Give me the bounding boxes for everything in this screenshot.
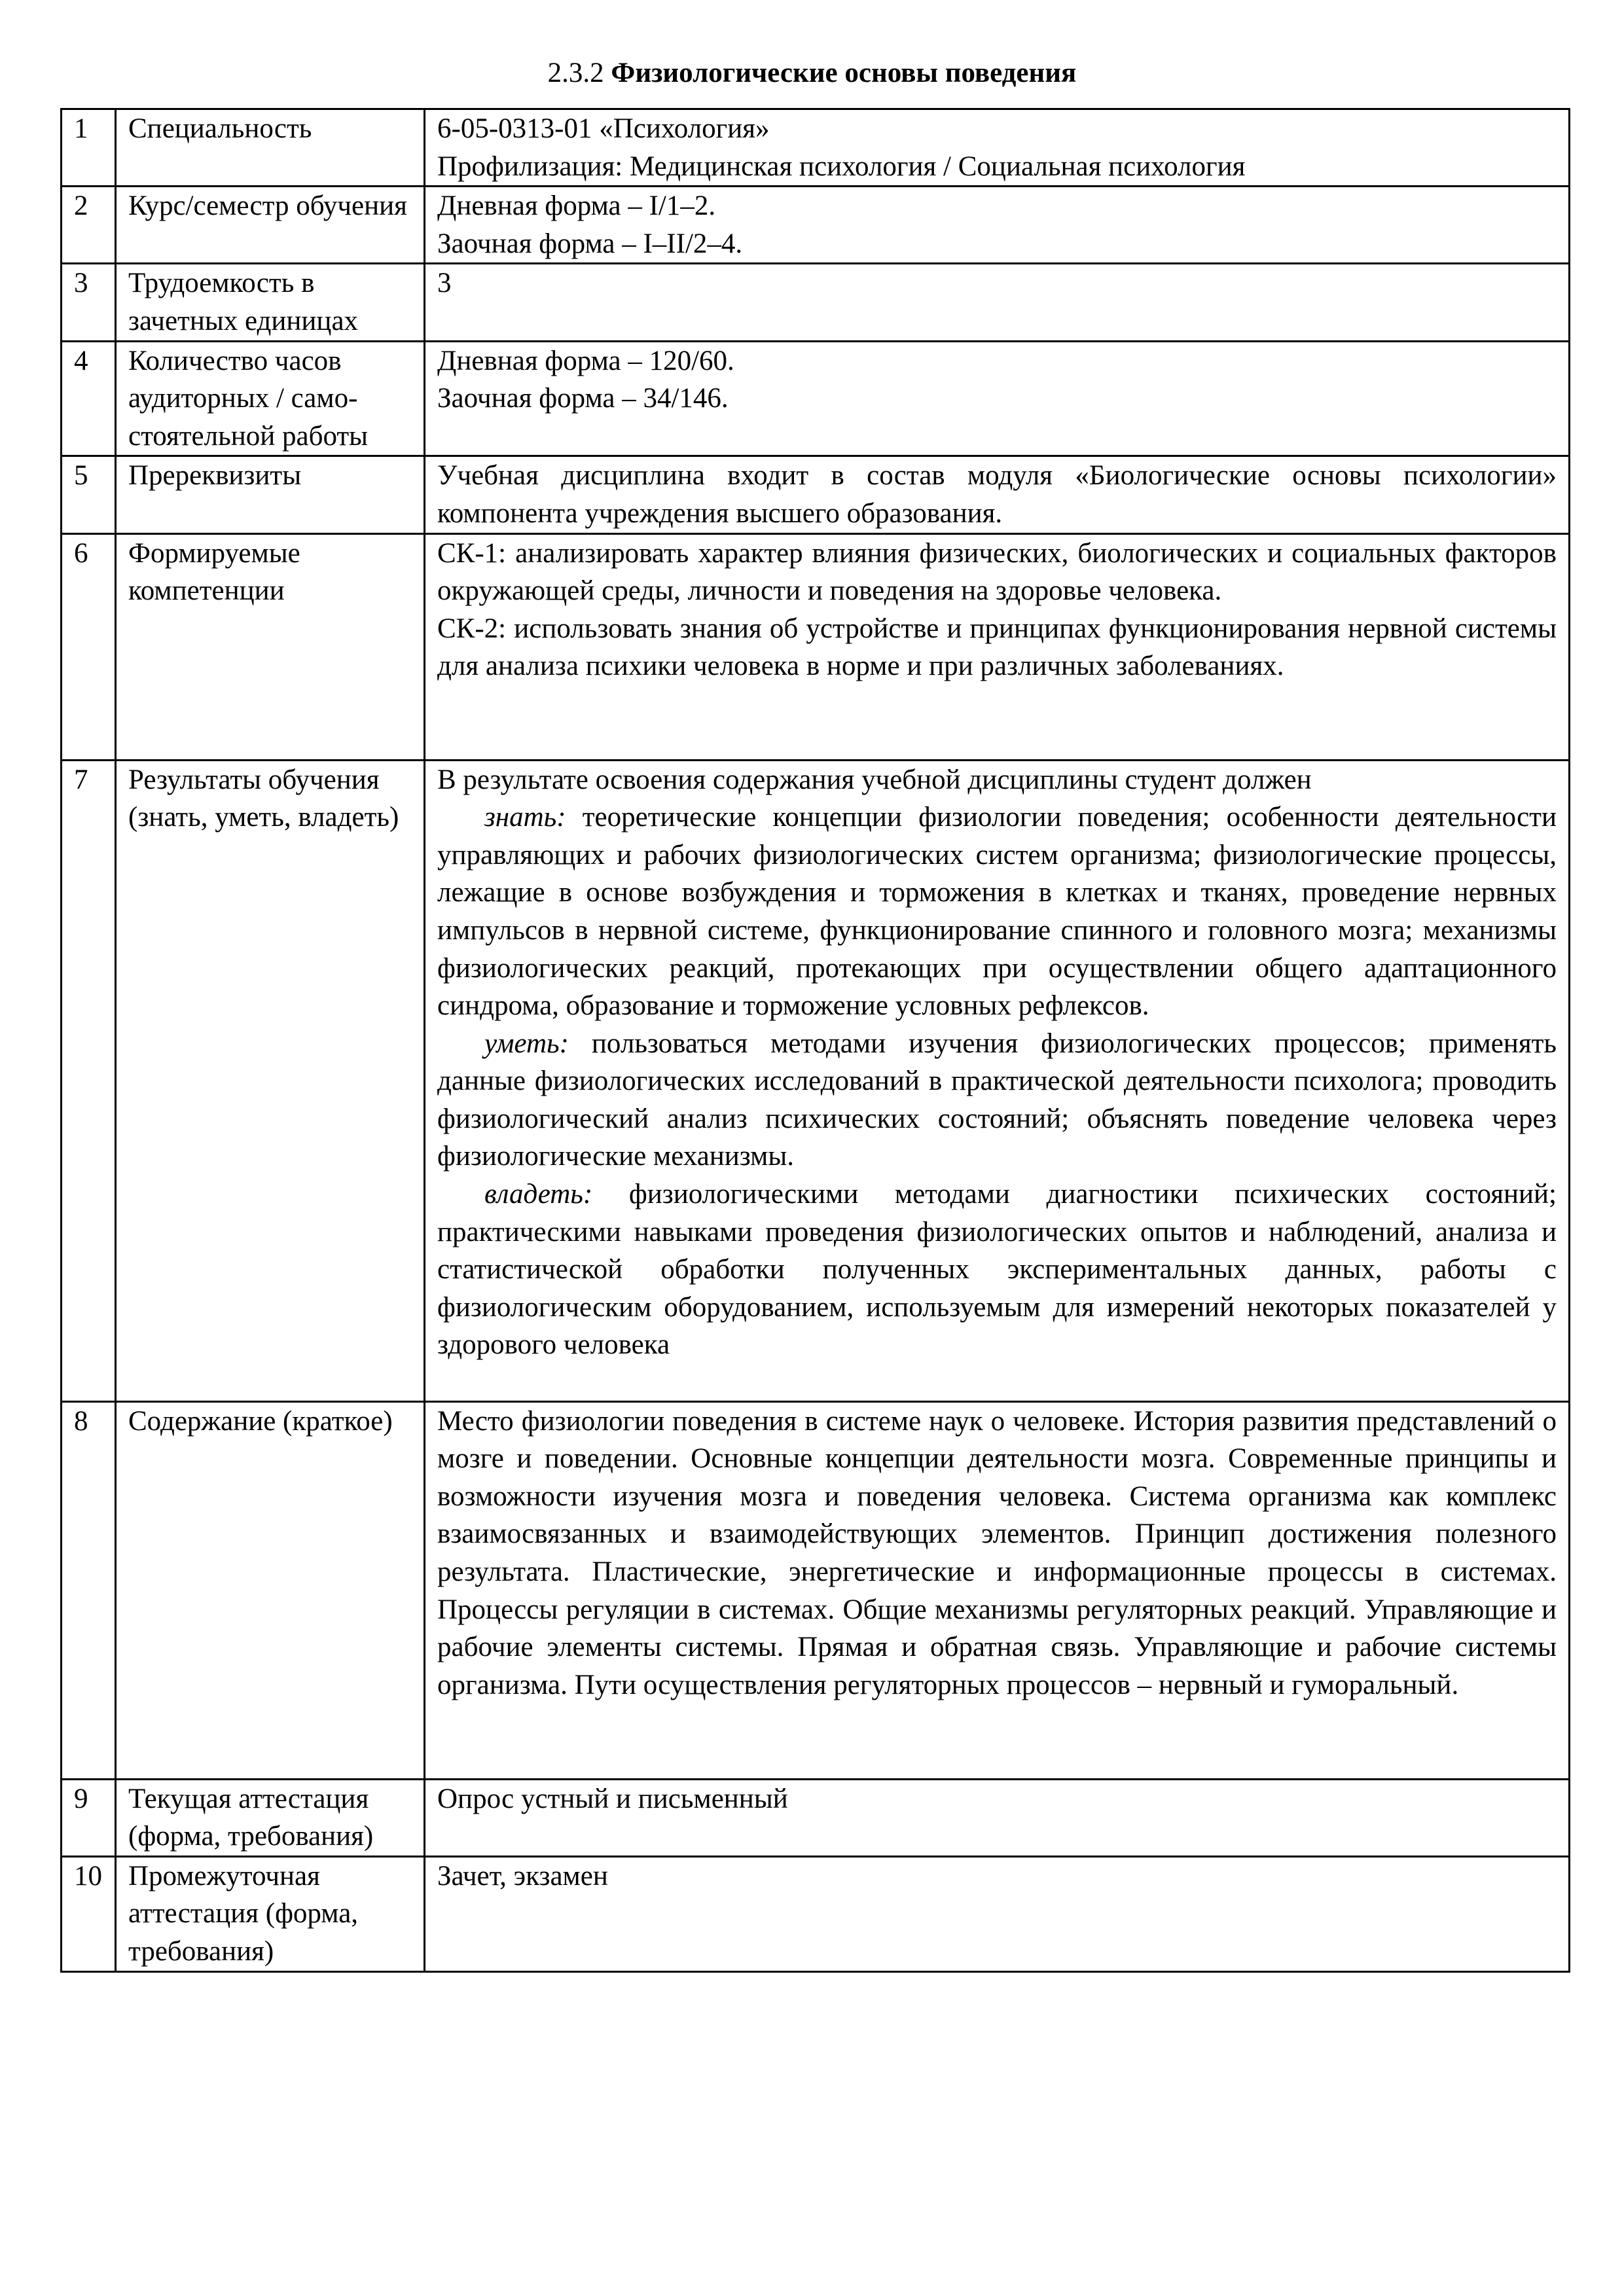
value-line: Дневная форма – 120/60. (437, 345, 734, 376)
row-number: 1 (62, 109, 116, 187)
row-label: Текущая аттестация (форма, требования) (116, 1779, 425, 1856)
value-line: Дневная форма – I/1–2. (437, 190, 716, 222)
row-number: 7 (62, 760, 116, 1401)
row-number: 6 (62, 533, 116, 760)
value-line: 3 (437, 268, 452, 299)
can-keyword: уметь: (484, 1028, 569, 1059)
row-number: 10 (62, 1856, 116, 1971)
row-value (425, 456, 1570, 533)
own-text: физиологическими методами диагностики психических состояний; практическими навыками проведения физиологических опытов и наблюдений, анализа и статистической обработки полученных экспериментальных данных, работы с физиологическим оборудованием, используемым для измерений некоторых показателей у здорового человека (437, 1179, 1557, 1361)
row-label: Количество часов аудиторных / само-стоятельной работы (116, 341, 425, 456)
row-label: Пререквизиты (116, 456, 425, 533)
content-summary: Место физиологии поведения в системе наук о человеке. История развития представлений о мозге и поведении. Основные концепции деятельности мозга. Современные принципы и возможности изучения мозга и поведения человека. Система организма как комплекс взаимосвязанных и взаимодействующих элементов. Принцип достижения полезного результата. Пластические, энергетические и информационные процессы в системах. Процессы регуляции в системах. Общие механизмы регуляторных реакций. Управляющие и рабочие элементы системы. Прямая и обратная связь. Управляющие и рабочие системы организма. Пути осуществления регуляторных процессов – нервный и гуморальный. (437, 1405, 1557, 1700)
results-can (437, 1025, 1557, 1175)
row-number: 3 (62, 264, 116, 341)
section-title: Физиологические основы поведения (611, 58, 1077, 88)
row-value (425, 1401, 1570, 1779)
table-row (62, 187, 1570, 264)
own-keyword: владеть: (484, 1179, 593, 1210)
row-number: 4 (62, 341, 116, 456)
discipline-table (60, 108, 1570, 1973)
row-label: Результаты обучения (знать, уметь, владеть) (116, 760, 425, 1401)
row-number: 9 (62, 1779, 116, 1856)
table-row (62, 264, 1570, 341)
results-know (437, 798, 1557, 1025)
table-row (62, 456, 1570, 533)
know-text: теоретические концепции физиологии поведения; особенности деятельности управляющих и рабочих физиологических систем организма; физиологические процессы, лежащие в основе возбуждения и торможения в клетках и тканях, проведение нервных импульсов в нервной системе, функционирование спинного и головного мозга; механизмы физиологических реакций, протекающих при осуществлении общего адаптационного синдрома, образование и торможение условных рефлексов. (437, 802, 1557, 1022)
row-number: 5 (62, 456, 116, 533)
competence-sk1: СК-1: анализировать характер влияния физических, биологических и социальных факторов окружающей среды, личности и поведения на здоровье человека. (437, 537, 1557, 607)
row-label: Курс/семестр обучения (116, 187, 425, 264)
know-keyword: знать: (484, 802, 566, 833)
value-line: 6-05-0313-01 «Психология» (437, 113, 770, 144)
row-value (425, 533, 1570, 760)
can-text: пользоваться методами изучения физиологических процессов; применять данные физиологических исследований в практической деятельности психолога; проводить физиологический анализ психических состояний; объяснять поведение человека через физиологические механизмы. (437, 1028, 1557, 1172)
row-label: Трудоемкость в зачетных единицах (116, 264, 425, 341)
row-value (425, 109, 1570, 187)
results-own (437, 1175, 1557, 1364)
row-value (425, 1779, 1570, 1856)
table-row (62, 1401, 1570, 1779)
row-value (425, 187, 1570, 264)
table-row (62, 1779, 1570, 1856)
value-line: Заочная форма – I–II/2–4. (437, 228, 743, 259)
value-line: Зачет, экзамен (437, 1860, 608, 1892)
results-intro: В результате освоения содержания учебной дисциплины студент должен (437, 764, 1312, 795)
row-label: Специальность (116, 109, 425, 187)
table-row (62, 533, 1570, 760)
row-number: 2 (62, 187, 116, 264)
row-value (425, 1856, 1570, 1971)
value-paragraph: Учебная дисциплина входит в состав модуля «Биологические основы психологии» компонента учреждения высшего образования. (437, 460, 1557, 529)
value-line: Опрос устный и письменный (437, 1783, 788, 1814)
competence-sk2: СК-2: использовать знания об устройстве и принципах функционирования нервной системы для анализа психики человека в норме и при различных заболеваниях. (437, 613, 1557, 682)
table-row (62, 341, 1570, 456)
table-row (62, 109, 1570, 187)
row-value (425, 341, 1570, 456)
page-title (0, 55, 1624, 92)
section-number: 2.3.2 (547, 58, 604, 88)
table-row (62, 1856, 1570, 1971)
row-label: Формируемые компетенции (116, 533, 425, 760)
row-number: 8 (62, 1401, 116, 1779)
value-line: Заочная форма – 34/146. (437, 383, 729, 414)
table-row (62, 760, 1570, 1401)
row-label: Промежуточная аттестация (форма, требования) (116, 1856, 425, 1971)
row-value (425, 264, 1570, 341)
value-line: Профилизация: Медицинская психология / Социальная психология (437, 151, 1246, 182)
row-value (425, 760, 1570, 1401)
row-label: Содержание (краткое) (116, 1401, 425, 1779)
